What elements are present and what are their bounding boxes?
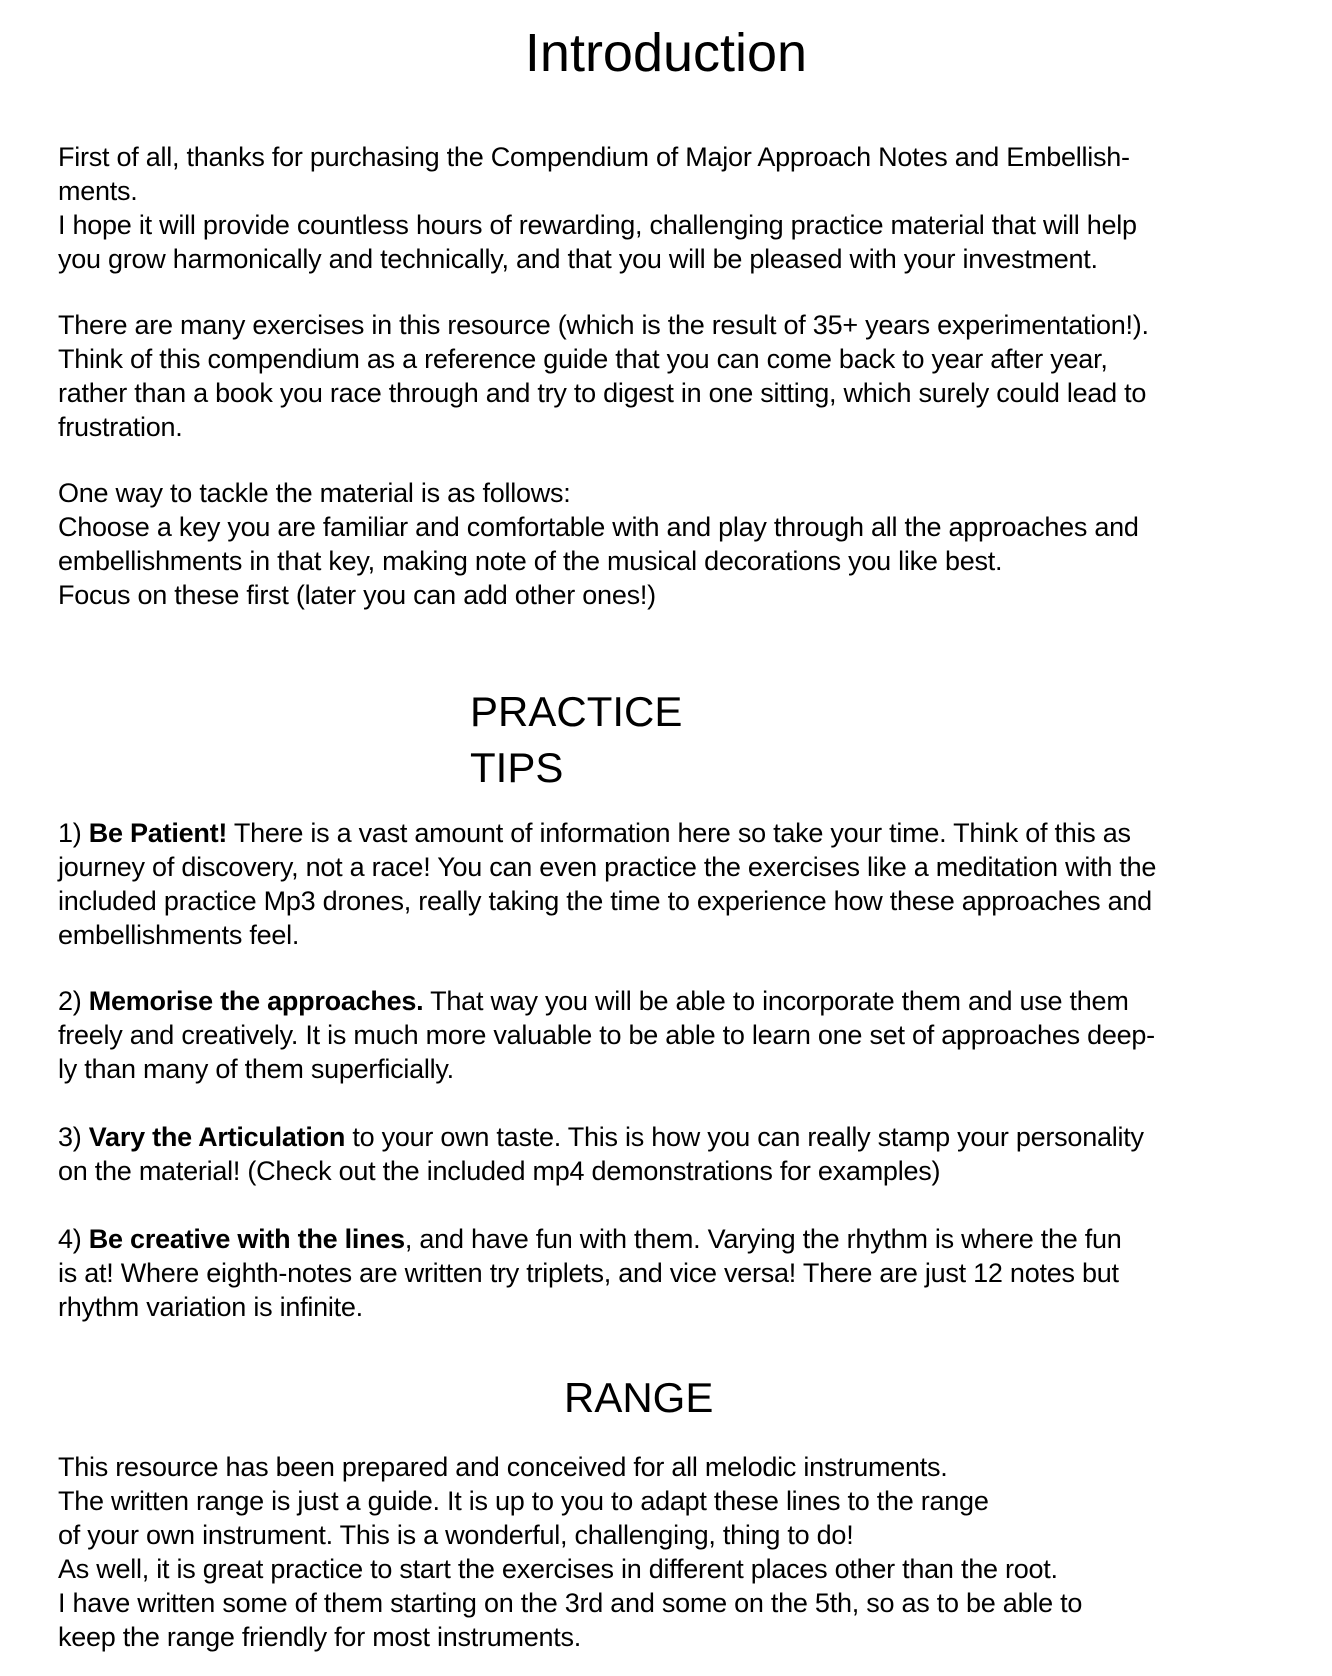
text-line: This resource has been prepared and conceived for all melodic instruments. — [58, 1452, 948, 1482]
text-line: The written range is just a guide. It is up to you to adapt these lines to the range — [58, 1486, 989, 1516]
tip-number: 3) — [58, 1122, 82, 1152]
range-heading: RANGE — [564, 1374, 714, 1421]
text-line: Choose a key you are familiar and comfortable with and play through all the approaches and — [58, 512, 1139, 542]
practice-tip-4 — [58, 1222, 1318, 1324]
tip-bold-title: Memorise the approaches. — [88, 986, 424, 1016]
intro-paragraph-1 — [58, 140, 1318, 276]
text-line: ly than many of them superficially. — [58, 1054, 454, 1084]
text-line: on the material! (Check out the included mp4 demonstrations for examples) — [58, 1156, 941, 1186]
text-line: included practice Mp3 drones, really taking the time to experience how these approaches and — [58, 886, 1152, 916]
text-line: embellishments feel. — [58, 920, 300, 950]
tip-text: , and have fun with them. Varying the rhythm is where the fun — [404, 1224, 1122, 1254]
intro-paragraph-2 — [58, 308, 1318, 444]
practice-tip-3 — [58, 1120, 1318, 1188]
practice-tip-2 — [58, 984, 1318, 1086]
text-line: keep the range friendly for most instruments. — [58, 1622, 582, 1652]
text-line: First of all, thanks for purchasing the Compendium of Major Approach Notes and Embellish- — [58, 142, 1130, 172]
text-line: rhythm variation is infinite. — [58, 1292, 363, 1322]
text-line: is at! Where eighth-notes are written try triplets, and vice versa! There are just 12 notes but — [58, 1258, 1119, 1288]
text-line: freely and creatively. It is much more valuable to be able to learn one set of approaches deep- — [58, 1020, 1155, 1050]
page-title: Introduction — [524, 23, 808, 83]
text-line: you grow harmonically and technically, and that you will be pleased with your investment. — [58, 244, 1098, 274]
text-line: Think of this compendium as a reference guide that you can come back to year after year, — [58, 344, 1108, 374]
text-line: I have written some of them starting on the 3rd and some on the 5th, so as to be able to — [58, 1588, 1083, 1618]
tip-text: to your own taste. This is how you can really stamp your personality — [345, 1122, 1144, 1152]
text-line: rather than a book you race through and try to digest in one sitting, which surely could lead to — [58, 378, 1147, 408]
text-line: There are many exercises in this resource (which is the result of 35+ years experimentation!). — [58, 310, 1149, 340]
practice-tip-1 — [58, 816, 1318, 952]
text-line: journey of discovery, not a race! You can even practice the exercises like a meditation with the — [58, 852, 1157, 882]
intro-paragraph-3 — [58, 476, 1318, 612]
text-line: As well, it is great practice to start the exercises in different places other than the root. — [58, 1554, 1058, 1584]
text-line: embellishments in that key, making note of the musical decorations you like best. — [58, 546, 1003, 576]
text-line: frustration. — [58, 412, 183, 442]
text-line: One way to tackle the material is as follows: — [58, 478, 571, 508]
tip-bold-title: Be creative with the lines — [88, 1224, 405, 1254]
tip-bold-title: Vary the Articulation — [88, 1122, 346, 1152]
practice-tips-heading: PRACTICE TIPS — [470, 688, 683, 791]
text-line: ments. — [58, 176, 138, 206]
text-line: Focus on these first (later you can add other ones!) — [58, 580, 656, 610]
tip-number: 1) — [58, 818, 82, 848]
tip-number: 4) — [58, 1224, 82, 1254]
range-paragraph — [58, 1450, 1318, 1654]
tip-number: 2) — [58, 986, 82, 1016]
tip-text: There is a vast amount of information here so take your time. Think of this as — [227, 818, 1131, 848]
text-line: I hope it will provide countless hours of rewarding, challenging practice material that will help — [58, 210, 1137, 240]
tip-text: That way you will be able to incorporate them and use them — [423, 986, 1129, 1016]
text-line: of your own instrument. This is a wonderful, challenging, thing to do! — [58, 1520, 854, 1550]
tip-bold-title: Be Patient! — [88, 818, 228, 848]
